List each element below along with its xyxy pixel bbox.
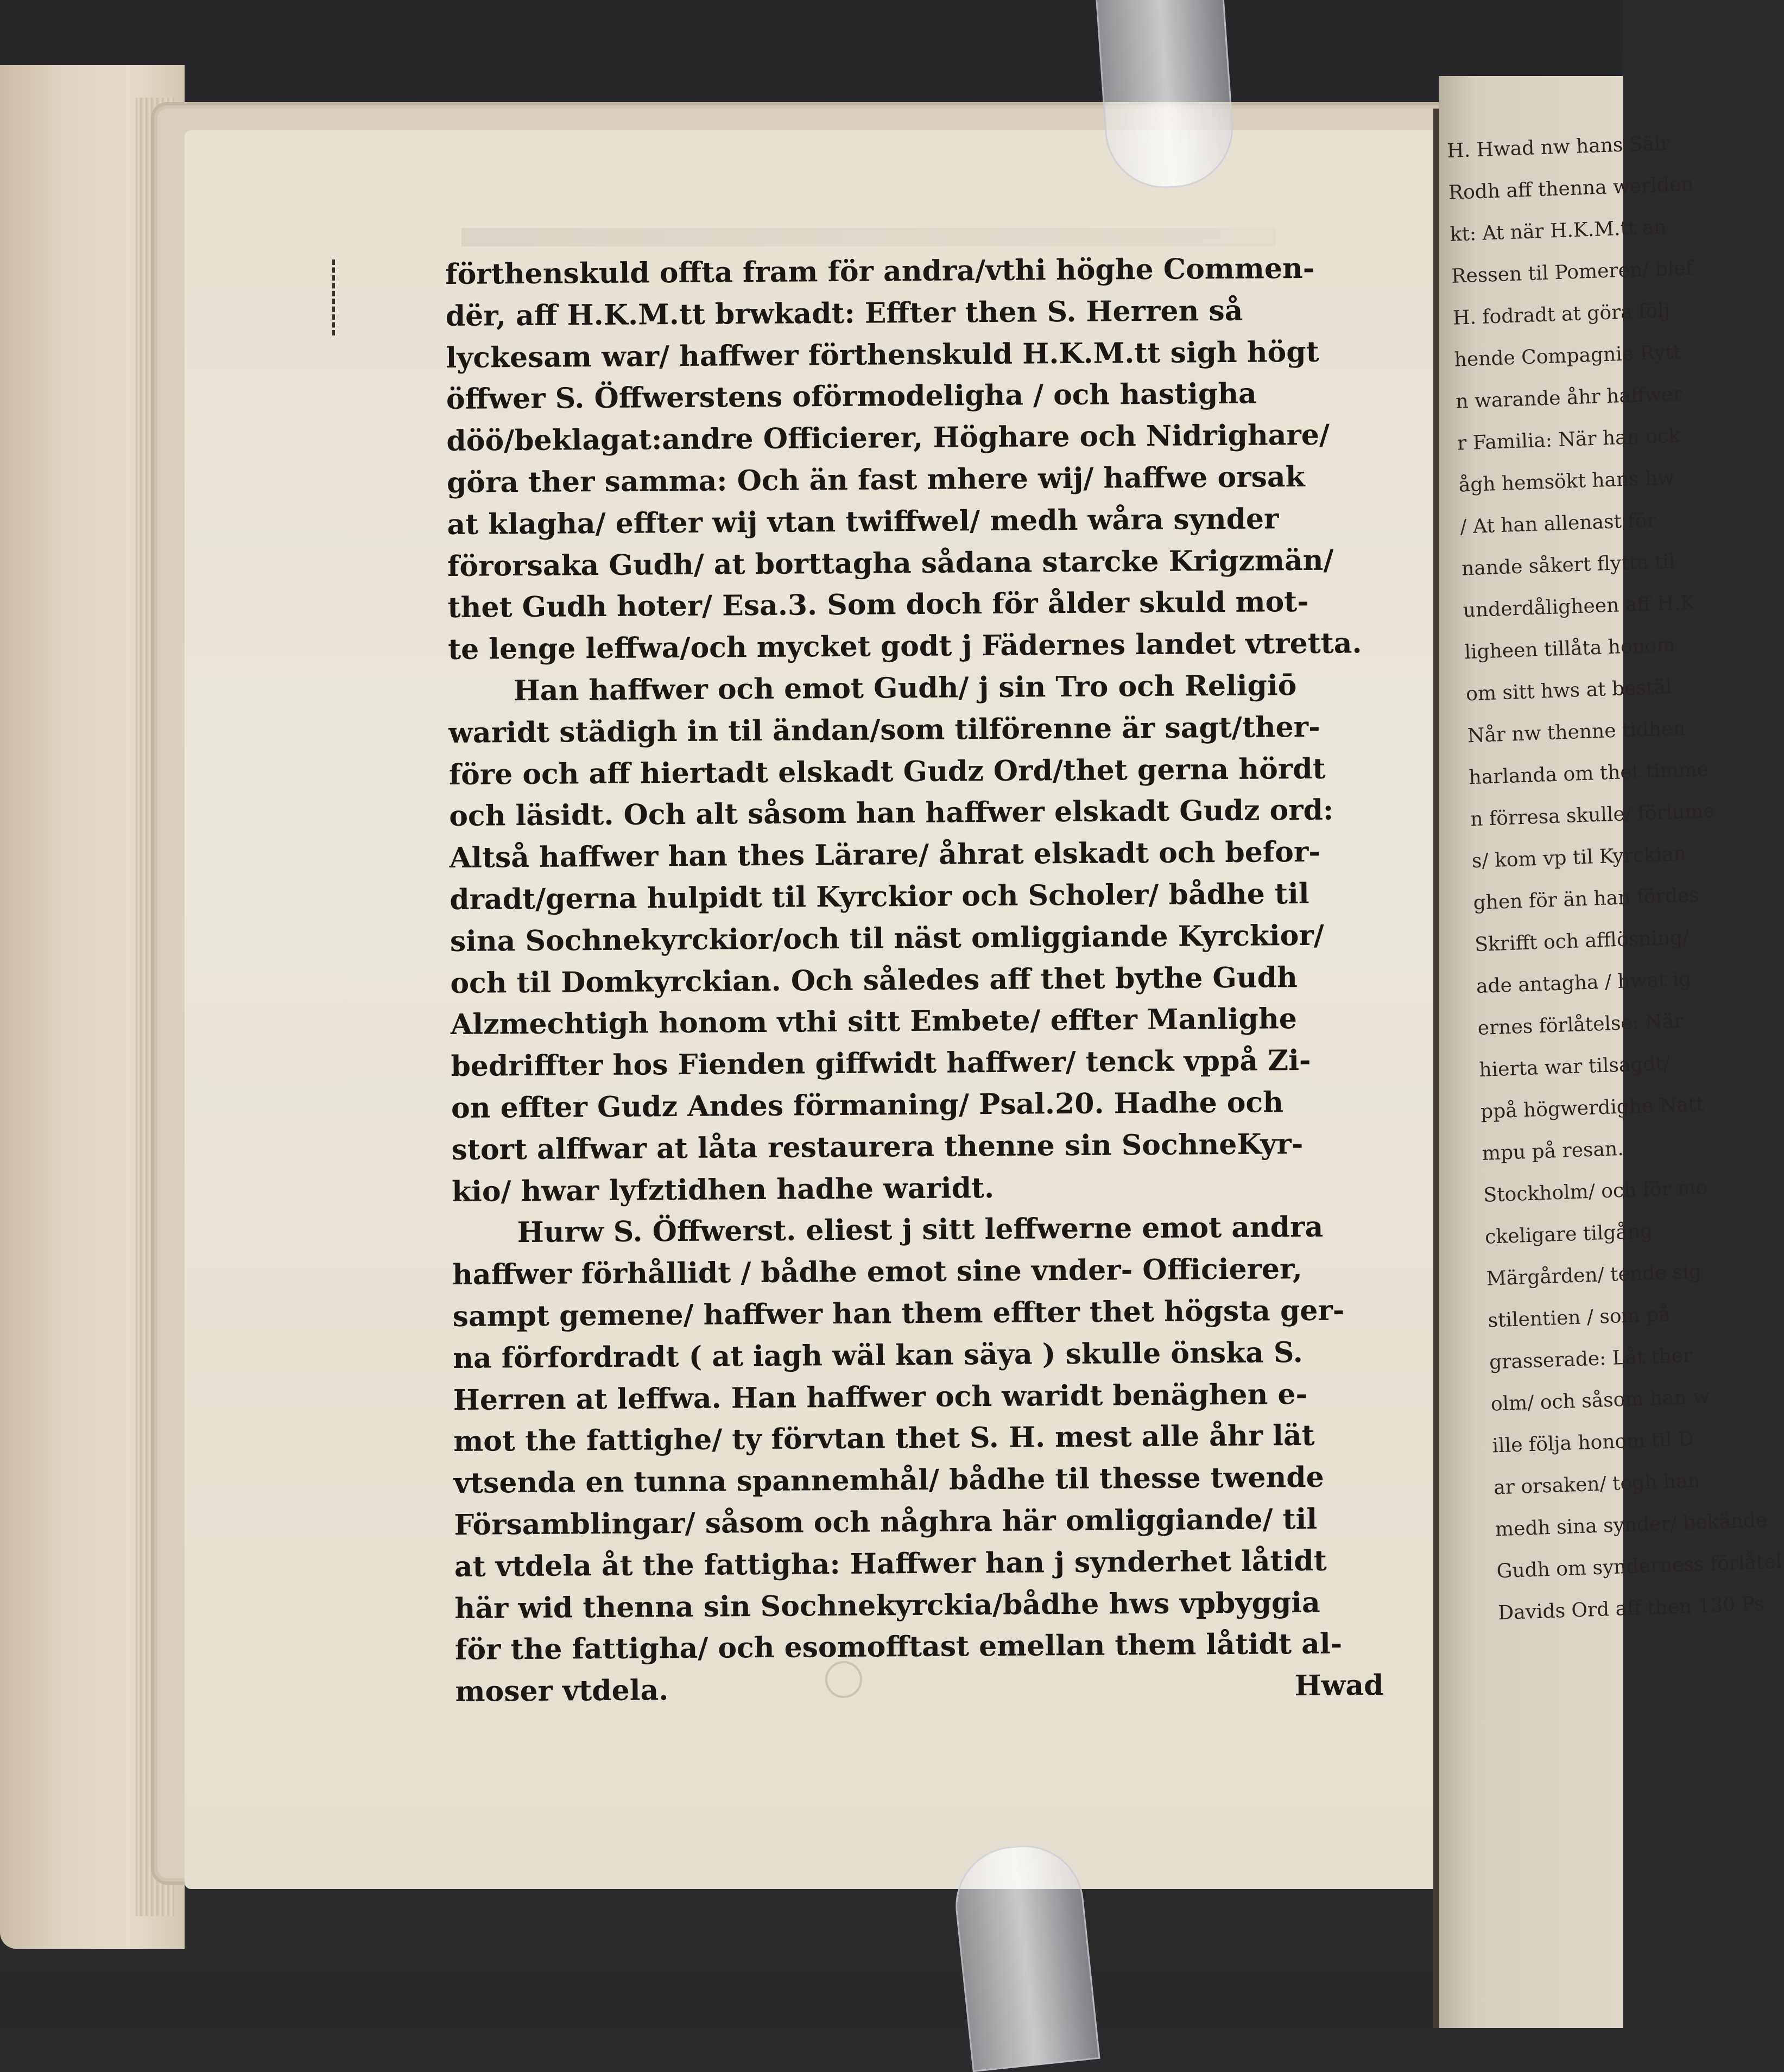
text-line-last <box>455 1665 1410 1713</box>
page-text <box>445 248 1411 1713</box>
text-line: göra ther samma: Och än fast mhere wij/ haffwe orsak <box>446 460 1305 499</box>
facing-text-line: Märgården/ tende sig <box>1486 1260 1702 1290</box>
facing-page-text <box>1446 123 1782 1634</box>
facing-text-line: ligheen tillåta honom <box>1464 633 1676 664</box>
facing-text-line: H. fodradt at göra följ <box>1452 299 1671 330</box>
margin-pencil-mark <box>332 259 345 335</box>
text-line: före och aff hiertadt elskadt Gudz Ord/thet gerna hördt <box>448 752 1326 791</box>
facing-text-line: ade antagha / hwat ig <box>1476 968 1692 998</box>
facing-text-line: ågh hemsökt hans hw <box>1458 466 1675 497</box>
text-line: mot the fattighe/ ty förvtan thet S. H. mest alle åhr lät <box>453 1419 1315 1459</box>
facing-text-line: hierta war tilsagdt/ <box>1478 1052 1671 1081</box>
facing-text-line: ernes förlåtelse: När <box>1477 1010 1684 1040</box>
facing-text-line: n förresa skulle/ förlume <box>1470 800 1716 831</box>
text-line: Herren at leffwa. Han haffwer och waridt benäghen e- <box>453 1377 1308 1417</box>
text-line: för the fattigha/ och esomofftast emellan them låtidt al- <box>454 1627 1343 1667</box>
text-line: waridt städigh in til ändan/som tilförenne är sagt/ther- <box>448 710 1320 750</box>
text-line: Församblingar/ såsom och någhra här omliggiande/ til <box>454 1502 1318 1542</box>
text-line: här wid thenna sin Sochnekyrckia/bådhe hws vpbyggia <box>454 1586 1320 1625</box>
text-line: Alzmechtigh honom vthi sitt Embete/ effter Manlighe <box>450 1002 1298 1042</box>
facing-text-line: stilentien / som på <box>1487 1303 1671 1332</box>
text-line: döö/beklagat:andre Officierer, Höghare och Nidrighare/ <box>446 418 1330 458</box>
text-line: Hurw S. Öffwerst. eliest j sitt leffwerne emot andra <box>517 1211 1324 1250</box>
facing-text-line: Ressen til Pomeren/ blef <box>1451 257 1693 288</box>
facing-text-line: olm/ och såsom han w <box>1490 1385 1710 1416</box>
text-line: sina Sochnekyrckior/och til näst omliggiande Kyrckior/ <box>450 918 1324 958</box>
text-line: moser vtdela. <box>455 1674 669 1709</box>
text-line: at vtdela åt the fattigha: Haffwer han j synderhet låtidt <box>454 1544 1327 1583</box>
facing-text-line: harlanda om thet timme <box>1468 758 1709 789</box>
facing-text-line: ar orsaken/ togh han <box>1493 1469 1701 1499</box>
text-line: on effter Gudz Andes förmaning/ Psal.20. Hadhe och <box>451 1086 1284 1125</box>
facing-text-line: r Familia: När han ock <box>1457 424 1681 455</box>
catchword: Hwad <box>1294 1669 1384 1703</box>
facing-text-line: kt: At när H.K.M.tt an <box>1450 216 1667 246</box>
faint-bleedthrough <box>461 228 1276 246</box>
facing-text-line: Gudh om synderness förlåtel <box>1496 1550 1782 1583</box>
facing-text-line: om sitt hws at bestäl <box>1465 676 1672 706</box>
facing-text-line: Stockholm/ och för mo <box>1483 1176 1708 1207</box>
text-line: kio/ hwar lyfztidhen hadhe waridt. <box>451 1171 995 1208</box>
facing-text-line: medh sina synder/ bekände <box>1495 1509 1768 1541</box>
text-line: Altså haffwer han thes Lärare/ åhrat elskadt och befor- <box>449 835 1321 875</box>
text-line: lyckesam war/ haffwer förthenskuld H.K.M.tt sigh högt <box>446 335 1319 375</box>
facing-text-line: Rodh aff thenna werlden <box>1448 173 1694 204</box>
text-line: öffwer S. Öffwerstens oförmodeligha / och hastigha <box>446 377 1257 416</box>
plastic-page-clip-top <box>1096 0 1237 192</box>
text-line: och läsidt. Och alt såsom han haffwer elskadt Gudz ord: <box>449 793 1334 833</box>
facing-text-line: hende Compagnie Rytt <box>1454 341 1681 371</box>
text-line: sampt gemene/ haffwer han them effter thet högsta ger- <box>452 1294 1345 1333</box>
facing-text-line: grasserade: Låt ther <box>1489 1344 1693 1374</box>
facing-text-line: ille följa honom til D <box>1491 1428 1694 1458</box>
facing-text-line: / At han allenast för <box>1459 509 1657 538</box>
facing-text-line: ppå högwerdighe Natt <box>1480 1093 1705 1123</box>
text-line: förthenskuld offta fram för andra/vthi höghe Commen- <box>445 251 1315 291</box>
text-line: dradt/gerna hulpidt til Kyrckior och Scholer/ bådhe til <box>450 877 1309 916</box>
facing-text-line: Når nw thenne tidhen <box>1467 717 1686 747</box>
facing-text-line: Davids Ord aff then 130 Ps <box>1497 1593 1765 1625</box>
facing-text-line: underdåligheen aff H.K <box>1463 591 1696 622</box>
text-line: förorsaka Gudh/ at borttagha sådana starcke Krigzmän/ <box>447 543 1334 583</box>
facing-text-line: H. Hwad nw hans Sälr <box>1446 132 1671 162</box>
text-line: och til Domkyrckian. Och således aff thet bythe Gudh <box>450 960 1298 1000</box>
text-line: thet Gudh hoter/ Esa.3. Som doch för ålder skuld mot- <box>447 585 1309 625</box>
facing-text-line: n warande åhr haffwer <box>1455 383 1683 413</box>
text-line: dër, aff H.K.M.tt brwkadt: Effter then S. Herren så <box>445 294 1243 333</box>
text-line: vtsenda en tunna spannemhål/ bådhe til thesse twende <box>453 1460 1324 1500</box>
facing-text-line: Skrifft och afflösning/ <box>1474 926 1690 956</box>
facing-text-line: s/ kom vp til Kyrckian <box>1471 842 1687 873</box>
text-line: at klagha/ effter wij vtan twiffwel/ medh wåra synder <box>447 502 1279 541</box>
text-line: haffwer förhållidt / bådhe emot sine vnder- Officierer, <box>452 1252 1302 1292</box>
facing-text-line: mpu på resan. <box>1482 1137 1624 1165</box>
facing-text-line: nande såkert flytta til <box>1461 550 1676 580</box>
text-line: stort alffwar at låta restaurera thenne sin SochneKyr- <box>451 1127 1304 1167</box>
text-line: bedriffter hos Fienden giffwidt haffwer/ tenck vppå Zi- <box>451 1044 1311 1083</box>
text-line: te lenge leffwa/och mycket godt j Fädernes landet vtretta. <box>447 626 1362 667</box>
text-line: Han haffwer och emot Gudh/ j sin Tro och Religiō <box>513 669 1297 708</box>
facing-text-line: ckeligare tilgång <box>1484 1220 1653 1249</box>
facing-page <box>1439 76 1782 2028</box>
text-line: na förfordradt ( at iagh wäl kan säya ) skulle önska S. <box>452 1335 1303 1375</box>
facing-text-line: ghen för än han fördes <box>1472 884 1700 915</box>
